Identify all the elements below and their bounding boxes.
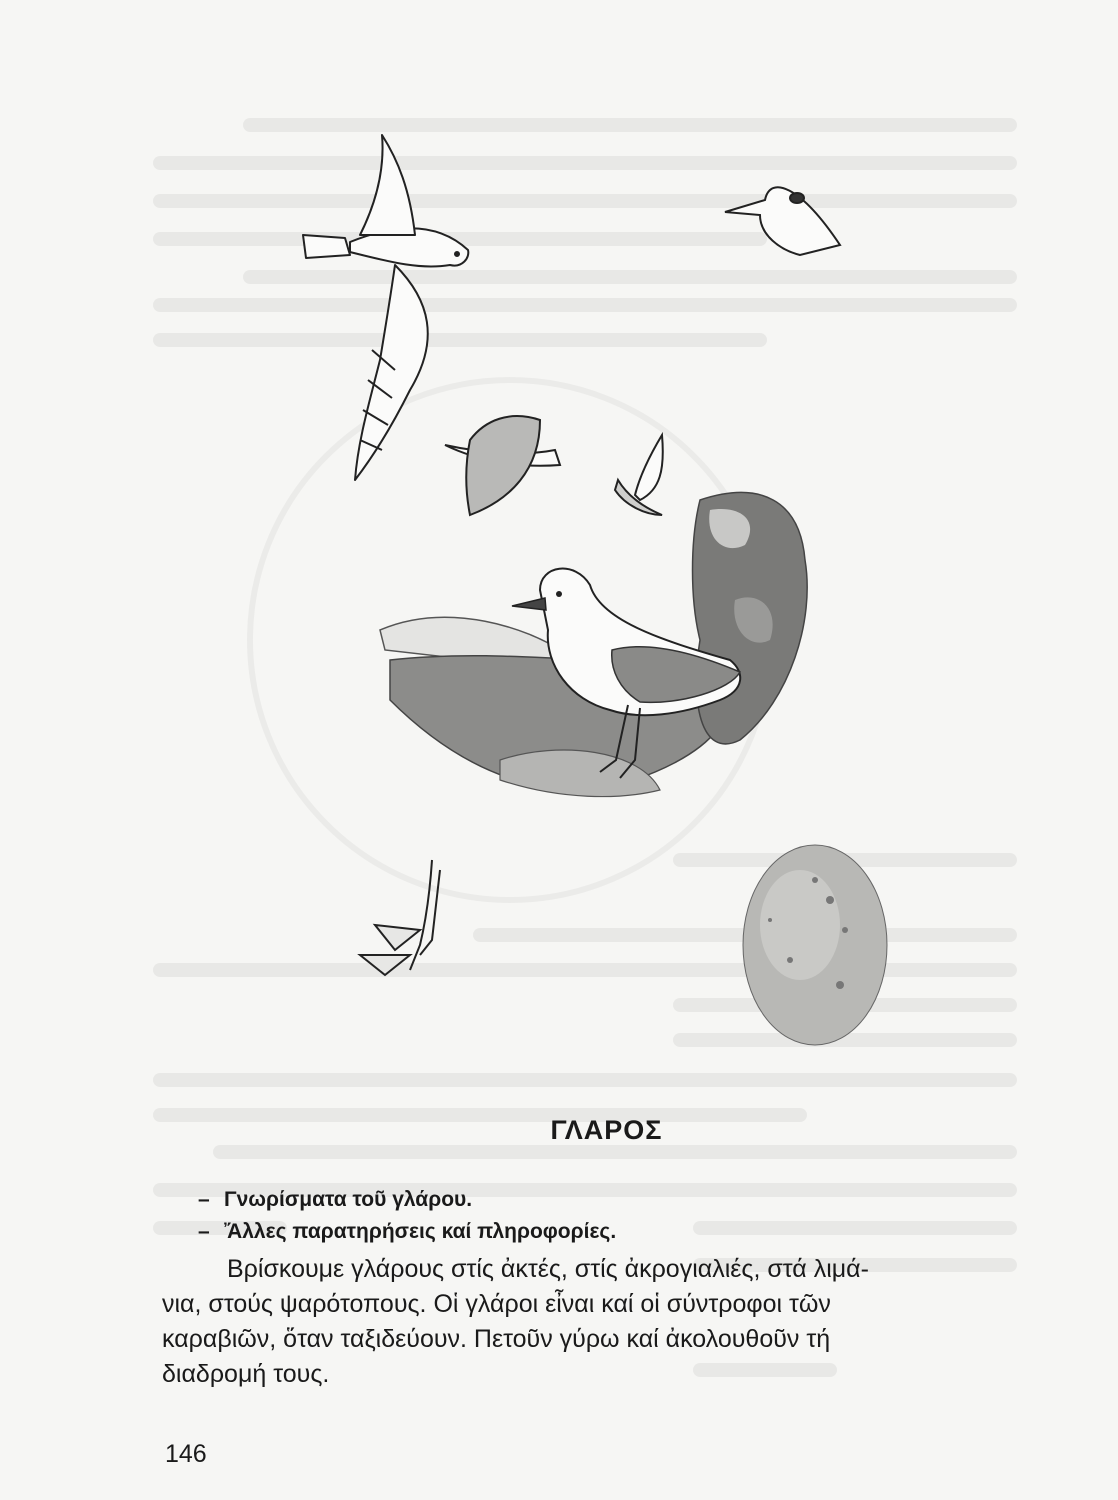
paragraph-line: καραβιῶν, ὅταν ταξιδεύουν. Πετοῦν γύρω καί ἀκολουθοῦν τή — [162, 1325, 831, 1353]
dash-marker: – — [198, 1220, 210, 1243]
dash-marker: – — [198, 1188, 210, 1211]
gull-legs-illustration — [360, 860, 440, 975]
bullet-text: Γνωρίσματα τοῦ γλάρου. — [224, 1188, 473, 1211]
small-gull-illustration — [615, 435, 663, 515]
page-title: ΓΛΑΡΟΣ — [550, 1115, 663, 1145]
paragraph-line: διαδρομή τους. — [162, 1360, 330, 1388]
seated-gull-on-rock-illustration — [380, 493, 807, 797]
bullet-text: Ἄλλες παρατηρήσεις καί πληροφορίες. — [224, 1220, 617, 1243]
gliding-gull-illustration — [445, 416, 560, 515]
body-paragraph — [162, 1252, 1032, 1392]
bullet-item — [198, 1188, 472, 1212]
paragraph-line: Βρίσκουμε γλάρους στίς ἀκτές, στίς ἀκρογιαλιές, στά λιμά- — [227, 1255, 869, 1283]
flying-gull-illustration — [303, 135, 468, 480]
gull-head-illustration — [725, 187, 840, 255]
gull-egg-illustration — [743, 845, 887, 1045]
paragraph-line: νια, στούς ψαρότοπους. Οἱ γλάροι εἶναι καί οἱ σύντροφοι τῶν — [162, 1290, 831, 1318]
bullet-item — [198, 1220, 616, 1244]
page-number: 146 — [165, 1440, 207, 1468]
